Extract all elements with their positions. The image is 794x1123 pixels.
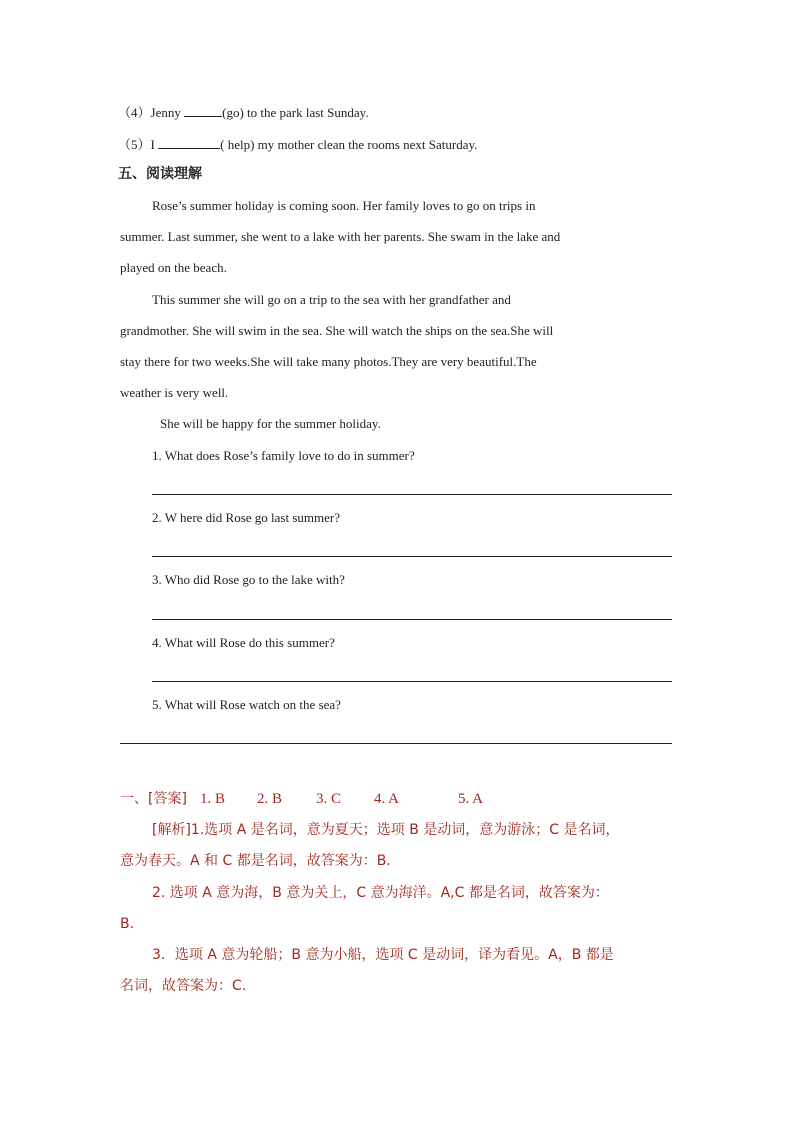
- answer-4: 4. A: [374, 791, 400, 807]
- question-1: 1. What does Rose’s family love to do in summer?: [152, 448, 415, 463]
- answer-1: 1. B: [200, 791, 226, 807]
- item-number: （4）: [118, 105, 151, 120]
- fill-blank-item-5: [118, 136, 477, 153]
- question-2: 2. W here did Rose go last summer?: [152, 510, 340, 525]
- analysis-line: 2. 选项 A 意为海，B 意为关上，C 意为海洋。A,C 都是名词，故答案为：: [152, 885, 609, 901]
- section-heading: 五、阅读理解: [118, 166, 202, 182]
- analysis-line: 名词，故答案为：C.: [120, 978, 247, 994]
- passage-line: This summer she will go on a trip to the sea with her grandfather and: [152, 292, 511, 307]
- answer-blank[interactable]: [158, 136, 220, 149]
- item-text-after: ( help) my mother clean the rooms next Saturday.: [220, 137, 478, 152]
- answer-key-label: 一、[答案]: [120, 791, 187, 807]
- answer-3: 3. C: [316, 791, 342, 807]
- passage-line: grandmother. She will swim in the sea. She will watch the ships on the sea.She will: [120, 323, 554, 338]
- question-4: 4. What will Rose do this summer?: [152, 635, 335, 650]
- passage-line: weather is very well.: [120, 385, 229, 400]
- fill-blank-item-4: [118, 104, 369, 121]
- answer-blank[interactable]: [184, 104, 222, 117]
- answer-line-1[interactable]: [152, 494, 672, 495]
- analysis-line: 3．选项 A 意为轮船；B 意为小船，选项 C 是动词，译为看见。A，B 都是: [152, 947, 614, 963]
- passage-line: played on the beach.: [120, 260, 227, 275]
- answer-5: 5. A: [458, 791, 484, 807]
- answer-2: 2. B: [257, 791, 283, 807]
- analysis-line: B.: [120, 916, 135, 932]
- passage-line: She will be happy for the summer holiday.: [160, 416, 381, 431]
- item-text-before: Jenny: [150, 105, 181, 120]
- question-3: 3. Who did Rose go to the lake with?: [152, 572, 345, 587]
- item-text-before: I: [150, 137, 155, 152]
- item-number: （5）: [118, 137, 151, 152]
- analysis-line: 意为春天。A 和 C 都是名词，故答案为：B.: [120, 853, 391, 869]
- analysis-line: [解析]1.选项 A 是名词，意为夏天；选项 B 是动词，意为游泳；C 是名词，: [152, 822, 620, 838]
- passage-line: summer. Last summer, she went to a lake with her parents. She swam in the lake and: [120, 229, 561, 244]
- item-text-after: (go) to the park last Sunday.: [222, 105, 369, 120]
- answer-line-4[interactable]: [152, 681, 672, 682]
- answer-line-5[interactable]: [120, 743, 672, 744]
- answer-line-3[interactable]: [152, 619, 672, 620]
- answer-key-line: [120, 790, 484, 808]
- passage-line: Rose’s summer holiday is coming soon. Her family loves to go on trips in: [152, 198, 536, 213]
- question-5: 5. What will Rose watch on the sea?: [152, 697, 341, 712]
- passage-line: stay there for two weeks.She will take many photos.They are very beautiful.The: [120, 354, 537, 369]
- answer-line-2[interactable]: [152, 556, 672, 557]
